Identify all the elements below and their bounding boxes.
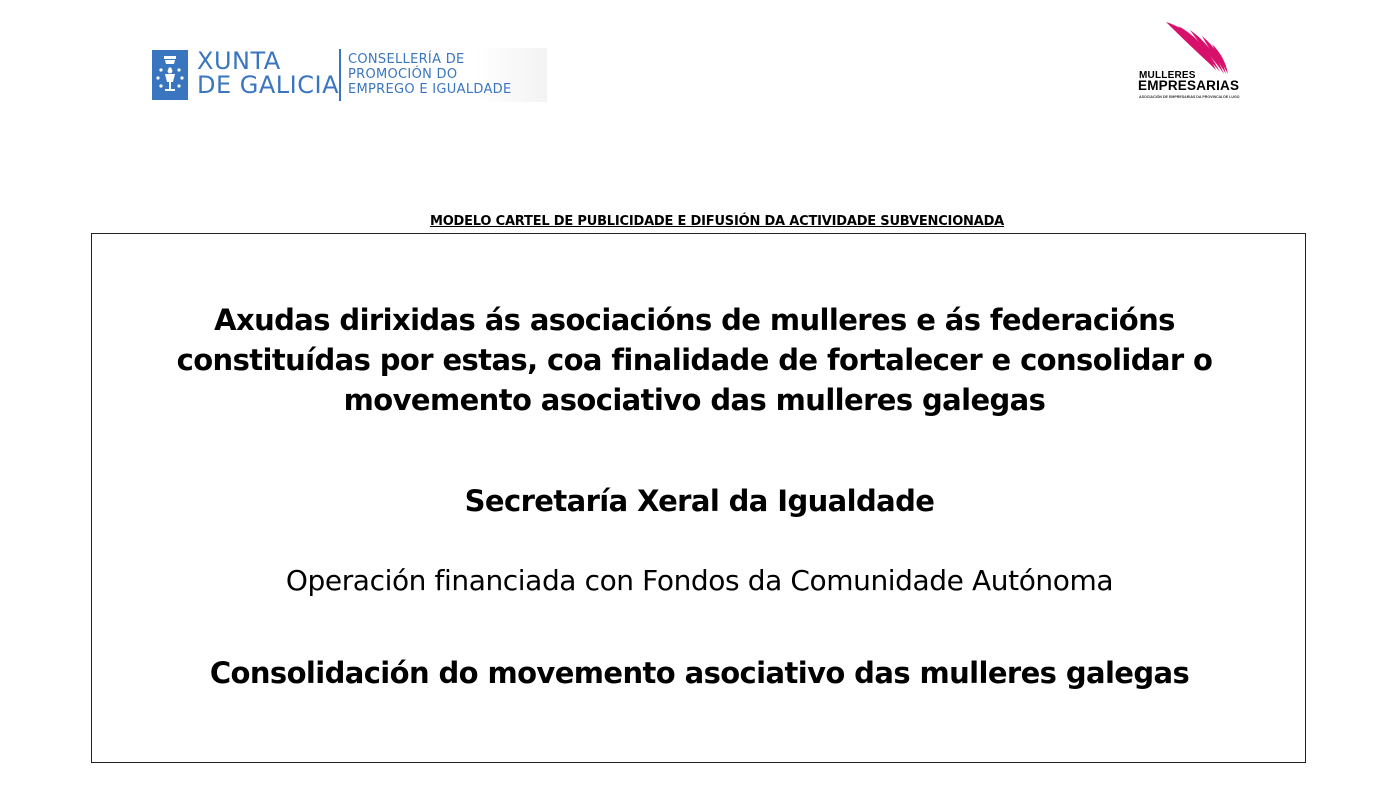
- financing-statement: Operación financiada con Fondos da Comunidade Autónoma: [285, 564, 1114, 597]
- model-title: MODELO CARTEL DE PUBLICIDADE E DIFUSIÓN DA ACTIVIDADE SUBVENCIONADA: [429, 214, 1005, 229]
- mulleres-line1: MULLERES: [1139, 70, 1196, 81]
- xunta-emblem-icon: [152, 50, 188, 100]
- secretaria-heading: Secretaría Xeral da Igualdade: [464, 484, 935, 518]
- mulleres-line2: EMPRESARIAS: [1138, 78, 1240, 93]
- xunta-name: [197, 49, 339, 97]
- aid-title: Axudas dirixidas ás asociacións de mulleres e ás federacións constituídas por estas, coa finalidade de fortalecer e consolidar o movemento asociativo das mulleres galegas: [176, 303, 1213, 417]
- conselleria-line3: EMPREGO E IGUALDADE: [348, 82, 512, 97]
- conselleria-line1: CONSELLERÍA DE: [348, 52, 465, 67]
- mulleres-line3: ASOCIACIÓN DE EMPRESARIAS DA PROVINCIA DE LUGO: [1139, 95, 1240, 99]
- poster-frame: [91, 233, 1306, 763]
- feather-icon: [1164, 20, 1230, 76]
- logo-divider: [339, 49, 341, 101]
- xunta-name-line2: DE GALICIA: [197, 71, 339, 99]
- conselleria-name: [348, 52, 511, 97]
- mulleres-empresarias-logo: [1138, 20, 1252, 104]
- conselleria-line2: PROMOCIÓN DO: [348, 67, 458, 82]
- xunta-logo: [152, 48, 547, 102]
- xunta-name-line1: XUNTA: [197, 47, 281, 75]
- project-title: Consolidación do movemento asociativo das mulleres galegas: [209, 656, 1190, 690]
